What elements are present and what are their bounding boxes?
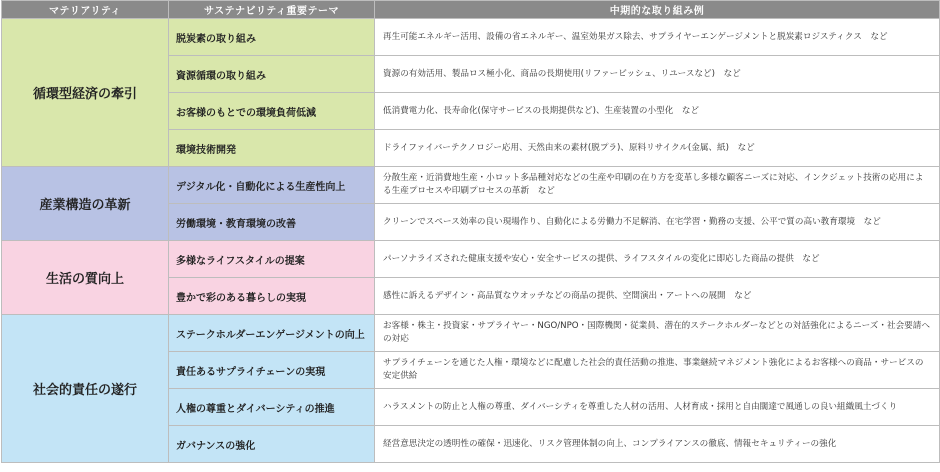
example-cell: 資源の有効活用、製品ロス極小化、商品の長期使用(リファービッシュ、リユースなど) など	[375, 56, 940, 93]
header-theme: サステナビリティ重要テーマ	[169, 1, 375, 19]
header-materiality: マテリアリティ	[2, 1, 169, 19]
example-cell: お客様・株主・投資家・サプライヤー・NGO/NPO・国際機関・従業員、潜在的ステークホルダーなどとの対話強化によるニーズ・社会要請への対応	[375, 315, 940, 352]
theme-cell: 労働環境・教育環境の改善	[169, 204, 375, 241]
theme-cell: 資源循環の取り組み	[169, 56, 375, 93]
theme-cell: ガバナンスの強化	[169, 426, 375, 463]
materiality-social-responsibility: 社会的責任の遂行	[2, 315, 169, 463]
materiality-quality-of-life: 生活の質向上	[2, 241, 169, 315]
table-row	[2, 19, 940, 56]
table-header-row	[2, 1, 940, 19]
table-row	[2, 167, 940, 204]
example-cell: サプライチェーンを通じた人権・環境などに配慮した社会的責任活動の推進、事業継続マネジメント強化によるお客様への商品・サービスの安定供給	[375, 352, 940, 389]
materiality-circular-economy: 循環型経済の牽引	[2, 19, 169, 167]
theme-cell: デジタル化・自動化による生産性向上	[169, 167, 375, 204]
theme-cell: ステークホルダーエンゲージメントの向上	[169, 315, 375, 352]
example-cell: 経営意思決定の透明性の確保・迅速化、リスク管理体制の向上、コンプライアンスの徹底、情報セキュリティーの強化	[375, 426, 940, 463]
example-cell: ドライファイバーテクノロジー応用、天然由来の素材(脱プラ)、原料リサイクル(金属、紙) など	[375, 130, 940, 167]
theme-cell: 豊かで彩のある暮らしの実現	[169, 278, 375, 315]
header-examples: 中期的な取り組み例	[375, 1, 940, 19]
theme-cell: 脱炭素の取り組み	[169, 19, 375, 56]
example-cell: パーソナライズされた健康支援や安心・安全サービスの提供、ライフスタイルの変化に即応した商品の提供 など	[375, 241, 940, 278]
example-cell: 再生可能エネルギー活用、設備の省エネルギー、温室効果ガス除去、サプライヤーエンゲージメントと脱炭素ロジスティクス など	[375, 19, 940, 56]
example-cell: 感性に訴えるデザイン・高品質なウオッチなどの商品の提供、空間演出・アートへの展開 など	[375, 278, 940, 315]
example-cell: ハラスメントの防止と人権の尊重、ダイバーシティを尊重した人材の活用、人材育成・採用と自由闊達で風通しの良い組織風土づくり	[375, 389, 940, 426]
example-cell: クリーンでスペース効率の良い現場作り、自動化による労働力不足解消、在宅学習・勤務の支援、公平で質の高い教育環境 など	[375, 204, 940, 241]
theme-cell: お客様のもとでの環境負荷低減	[169, 93, 375, 130]
theme-cell: 多様なライフスタイルの提案	[169, 241, 375, 278]
materiality-industrial-innovation: 産業構造の革新	[2, 167, 169, 241]
materiality-table	[1, 0, 940, 463]
example-cell: 低消費電力化、長寿命化(保守サービスの長期提供など)、生産装置の小型化 など	[375, 93, 940, 130]
example-cell: 分散生産・近消費地生産・小ロット多品種対応などの生産や印刷の在り方を変革し多様な顧客ニーズに対応、インクジェット技術の応用による生産プロセスや印刷プロセスの革新 など	[375, 167, 940, 204]
theme-cell: 責任あるサプライチェーンの実現	[169, 352, 375, 389]
theme-cell: 人権の尊重とダイバーシティの推進	[169, 389, 375, 426]
theme-cell: 環境技術開発	[169, 130, 375, 167]
table-row	[2, 315, 940, 352]
table-row	[2, 241, 940, 278]
